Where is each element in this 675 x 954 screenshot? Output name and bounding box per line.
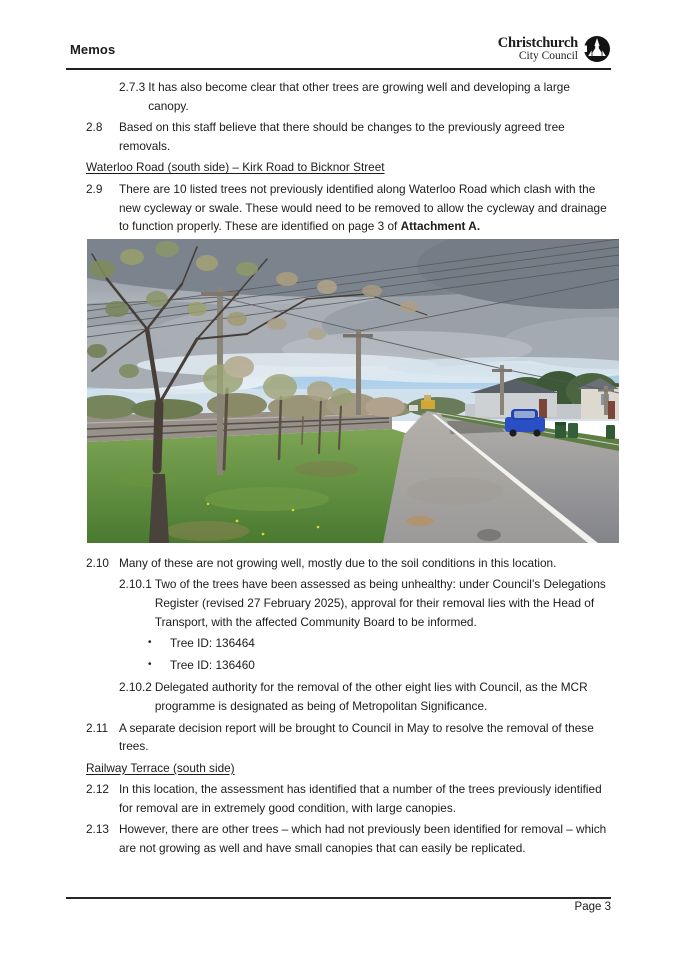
ccc-logo-line2: City Council (518, 49, 578, 62)
para-number: 2.10.1 (119, 577, 152, 592)
para-text: A separate decision report will be brought to Council in May to resolve the removal of these trees. (119, 720, 594, 754)
para-number: 2.11 (86, 720, 109, 735)
heading-waterloo-road: Waterloo Road (south side) – Kirk Road to Bicknor Street (86, 160, 385, 175)
para-text: Two of the trees have been assessed as being unhealthy: under Council’s Delegations Register (revised 27 February 2025), approval for their removal lies with the Head of Transport, with the affected Community Board to be informed. (154, 577, 606, 629)
para-text: However, there are other trees – which had not previously been identified for removal – which are not growing as well and have small canopies that can easily be replicated. (119, 822, 607, 856)
bullet-tree-id-1 (148, 634, 611, 653)
page-header (66, 0, 611, 70)
para-text: Based on this staff believe that there should be changes to the previously agreed tree removals. (119, 120, 565, 153)
para-text-plain: There are 10 listed trees not previously identified along Waterloo Road which clash with the new cycleway or swale. These would need to be removed to allow the cycleway and drainage to function properly. These are identified on page 3 of (119, 181, 607, 234)
para-2-8 (86, 118, 611, 155)
para-number: 2.10.2 (119, 680, 152, 695)
para-2-12 (86, 780, 611, 817)
bullet-tree-id-2 (148, 656, 611, 675)
para-text: It has also become clear that other trees are growing well and developing a large canopy. (148, 80, 570, 113)
street-photo (87, 239, 619, 543)
page-footer (66, 897, 611, 913)
page-title: Memos (70, 41, 116, 57)
para-text: In this location, the assessment has identified that a number of the trees previously identified for removal are in extremely good condition, with large canopies. (119, 782, 602, 815)
memo-body (66, 70, 611, 858)
para-text (119, 180, 611, 236)
para-2-10-1 (119, 575, 611, 631)
ccc-logo (498, 35, 611, 63)
para-number: 2.13 (86, 822, 109, 837)
bullet-icon: • (148, 659, 152, 671)
ccc-logo-text (498, 36, 578, 63)
para-2-13 (86, 820, 611, 857)
para-number: 2.9 (86, 181, 103, 196)
para-number: 2.12 (86, 782, 109, 797)
para-text-bold: Attachment A. (400, 219, 481, 234)
para-number: 2.10 (86, 555, 109, 570)
para-2-10-2 (119, 678, 611, 715)
street-photo-graphic (87, 239, 619, 543)
para-2-11 (86, 719, 611, 756)
page-number: Page 3 (574, 901, 611, 913)
ccc-logo-icon (583, 35, 611, 63)
para-2-9 (86, 180, 611, 236)
para-text: Delegated authority for the removal of the other eight lies with Council, as the MCR programme is designated as being of Metropolitan Significance. (154, 680, 588, 713)
para-text: Many of these are not growing well, mostly due to the soil conditions in this location. (119, 555, 557, 570)
para-2-10 (86, 554, 611, 573)
bullet-text: Tree ID: 136460 (170, 658, 255, 673)
para-2-7-3 (119, 78, 611, 115)
para-number: 2.7.3 (119, 80, 146, 94)
bullet-text: Tree ID: 136464 (170, 636, 255, 651)
heading-railway-terrace: Railway Terrace (south side) (86, 760, 235, 775)
para-number: 2.8 (86, 120, 103, 135)
bullet-icon: • (148, 637, 152, 649)
ccc-logo-line1: Christchurch (497, 34, 578, 51)
